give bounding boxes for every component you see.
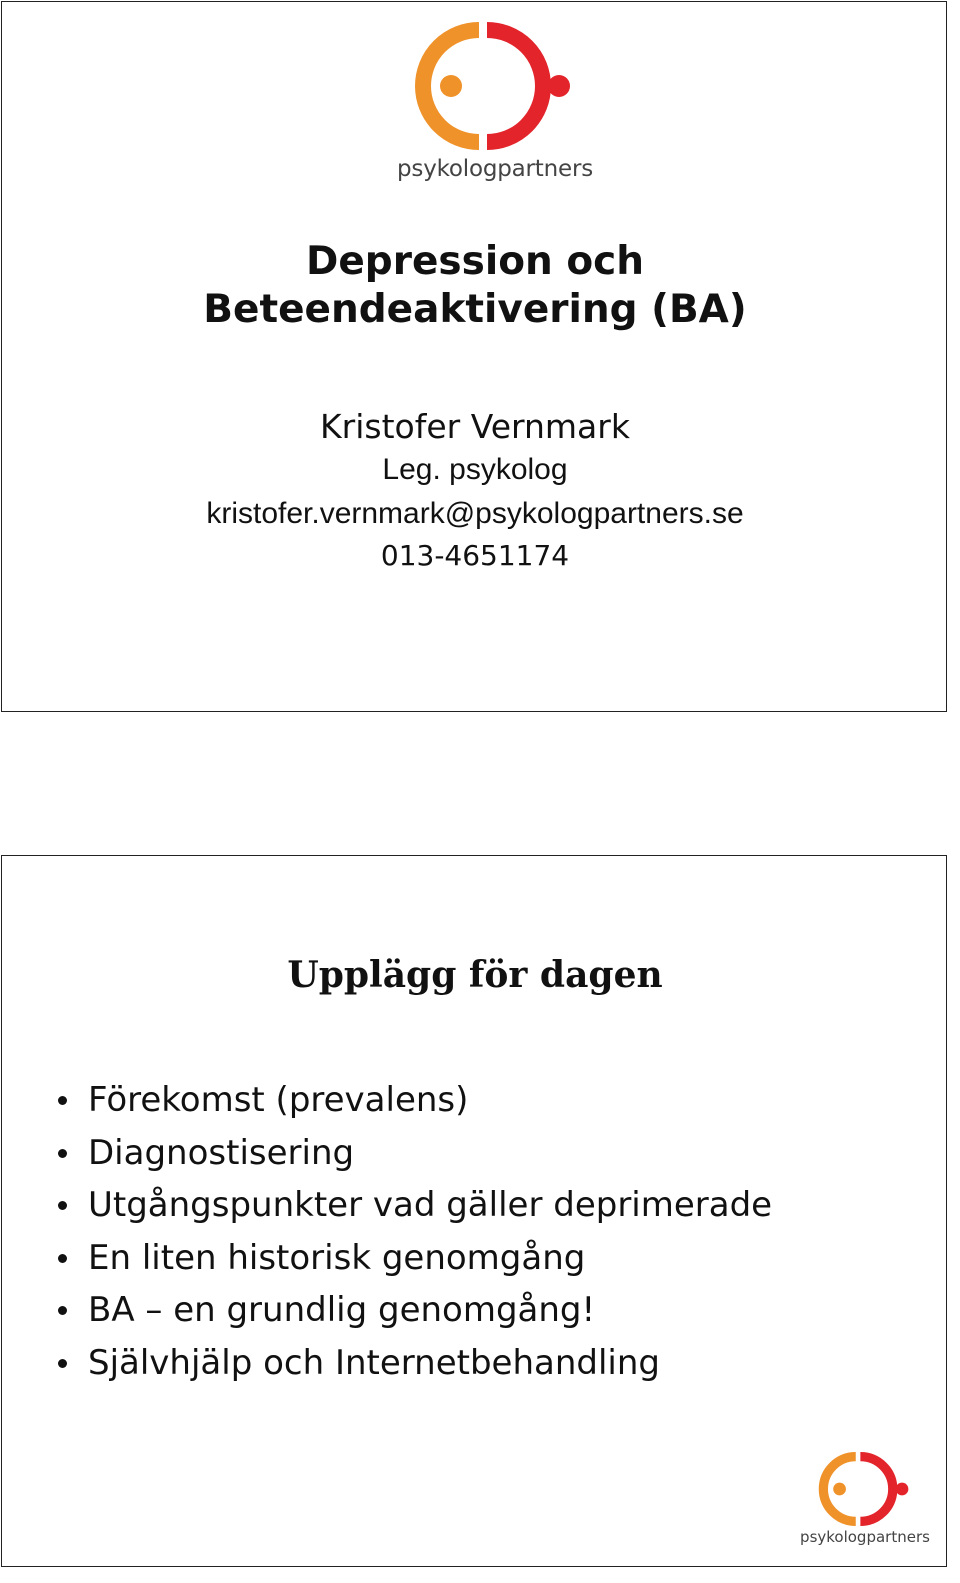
agenda-title: Upplägg för dagen (287, 954, 663, 996)
title-text: Depression och Beteendeaktivering (BA) (203, 239, 747, 332)
bullet-icon (58, 1306, 67, 1315)
bullet-icon (58, 1096, 67, 1105)
agenda-item-label: Självhjälp och Internetbehandling (88, 1342, 660, 1383)
agenda-item-label: Diagnostisering (88, 1132, 355, 1173)
agenda-item (54, 1232, 772, 1285)
agenda-item (54, 1337, 772, 1390)
agenda-item-label: Förekomst (prevalens) (88, 1080, 469, 1120)
psykologpartners-logo (376, 22, 614, 182)
bullet-icon (58, 1201, 67, 1210)
logo-mark-icon (817, 1452, 913, 1526)
bullet-icon (58, 1254, 67, 1263)
agenda-item (54, 1074, 772, 1127)
logo-mark-icon (415, 22, 575, 150)
presentation-title (2, 238, 948, 334)
agenda-item-label: En liten historisk genomgång (88, 1237, 586, 1278)
bullet-icon (58, 1149, 67, 1158)
bullet-icon (58, 1359, 67, 1368)
agenda-item-label: Utgångspunkter vad gäller deprimerade (88, 1185, 773, 1226)
presenter-phone: 013-4651174 (380, 539, 570, 572)
psykologpartners-logo-small (794, 1452, 936, 1546)
agenda-item (54, 1127, 772, 1180)
agenda-item (54, 1179, 772, 1232)
presenter-contact (2, 406, 948, 576)
presenter-role: Leg. psykolog (382, 453, 568, 486)
slide-title (1, 1, 947, 712)
agenda-item-label: BA – en grundlig genomgång! (88, 1290, 596, 1331)
slide-agenda (1, 855, 947, 1567)
logo-wordmark: psykologpartners (397, 156, 593, 182)
logo-wordmark: psykologpartners (800, 1528, 930, 1546)
presenter-name: Kristofer Vernmark (320, 407, 630, 446)
presenter-email: kristofer.vernmark@psykologpartners.se (206, 497, 744, 530)
agenda-list (54, 1074, 772, 1390)
agenda-item (54, 1284, 772, 1337)
